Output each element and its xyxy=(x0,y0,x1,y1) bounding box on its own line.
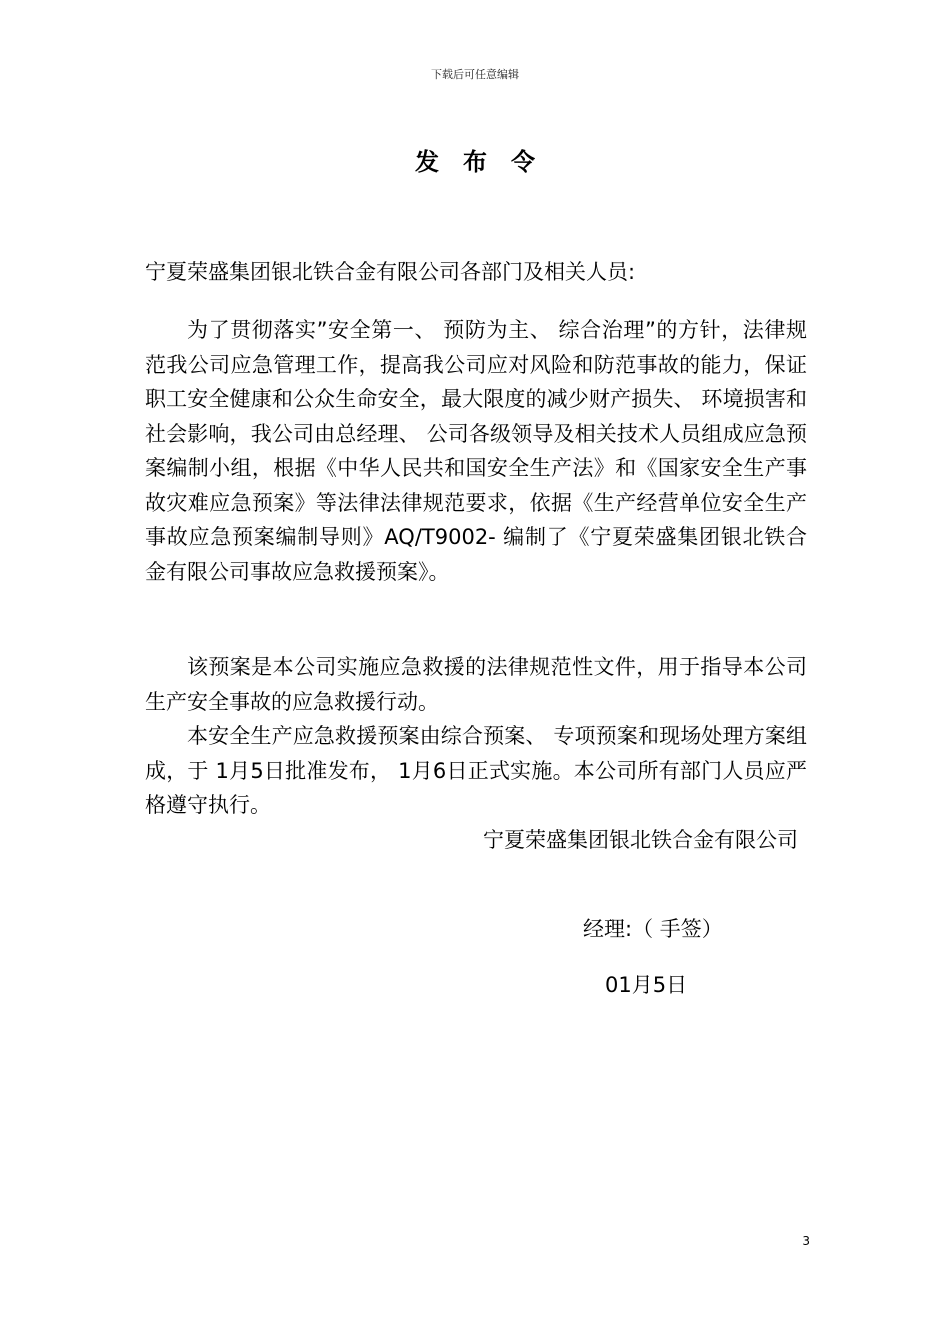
issue-date: 01月5日 xyxy=(605,973,688,997)
signature-company: 宁夏荣盛集团银北铁合金有限公司 xyxy=(483,828,798,852)
header-note: 下载后可任意编辑 xyxy=(431,68,519,81)
page-number: 3 xyxy=(802,1234,810,1248)
body-paragraph-1: 为了贯彻落实”安全第一、 预防为主、 综合治理”的方针，法律规范我公司应急管理工作，提高我公司应对风险和防范事故的能力，保证职工安全健康和公众生命安全，最大限度的减少财产损失、 环境损害和社会影响，我公司由总经理、 公司各级领导及相关技术人员组成应急预案编制小组，根据《中华人民共和国安全生产法》和《国家安全生产事故灾难应急预案》等法律法律规范要求，依据《生产经营单位安全生产事故应急预案编制导则》AQ/T9002- 编制了《宁夏荣盛集团银北铁合金有限公司事故应急救援预案》。 xyxy=(145,318,807,584)
manager-signature-line: 经理:（ 手签） xyxy=(583,917,723,941)
addressee-line: 宁夏荣盛集团银北铁合金有限公司各部门及相关人员: xyxy=(145,260,636,284)
page-title: 发布令 xyxy=(415,148,559,176)
body-paragraph-3: 本安全生产应急救援预案由综合预案、 专项预案和现场处理方案组成，于 1月5日批准发布， 1月6日正式实施。本公司所有部门人员应严格遵守执行。 xyxy=(145,724,807,817)
body-paragraph-2: 该预案是本公司实施应急救援的法律规范性文件，用于指导本公司生产安全事故的应急救援行动。 xyxy=(145,655,807,714)
